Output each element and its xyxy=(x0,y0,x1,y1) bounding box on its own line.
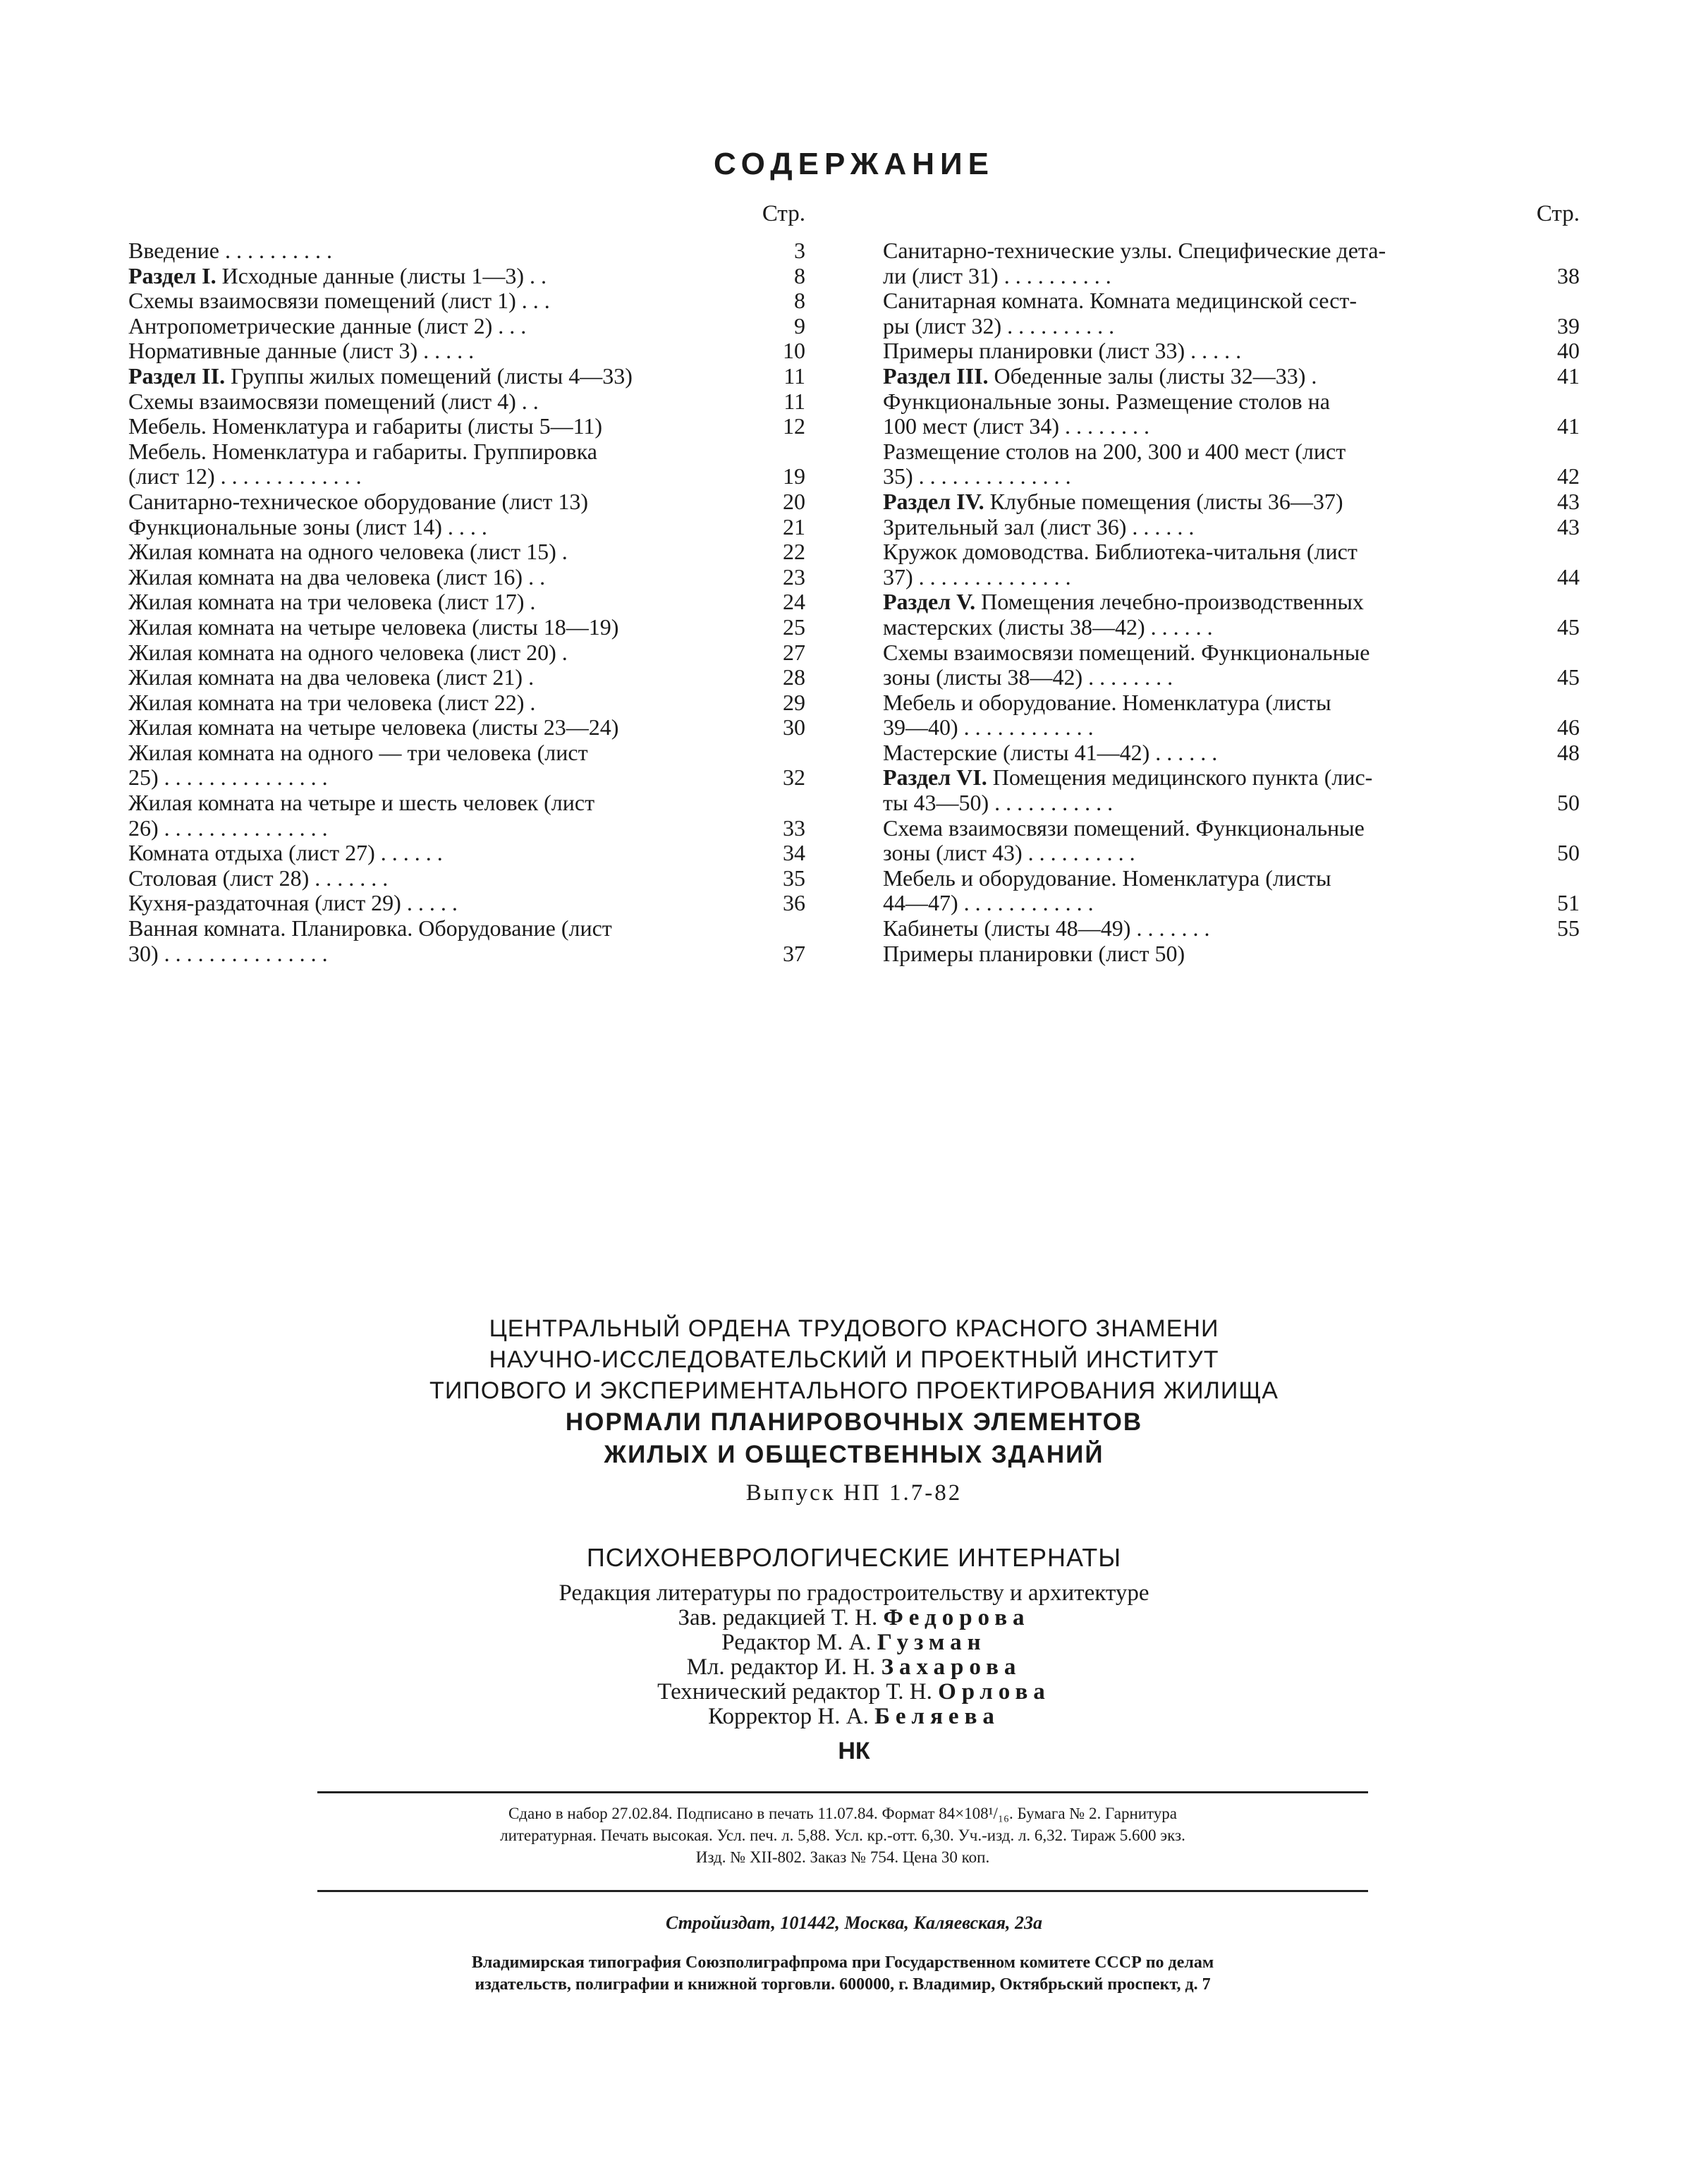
toc-entry xyxy=(883,489,1580,515)
staff-role: Корректор Н. А. xyxy=(708,1704,869,1729)
staff-line xyxy=(0,1630,1708,1655)
toc-entry-text xyxy=(883,539,1523,590)
toc-entry xyxy=(883,590,1580,640)
toc-entry-text xyxy=(128,640,749,666)
toc-entry-text xyxy=(128,339,749,364)
toc-page-number: 12 xyxy=(783,413,805,439)
toc-entry-text xyxy=(128,891,749,916)
toc-entry-text xyxy=(128,489,749,515)
toc-entry xyxy=(128,339,805,364)
toc-entry xyxy=(883,690,1580,740)
toc-entry-text xyxy=(883,816,1523,866)
toc-entry xyxy=(128,489,805,515)
staff-line xyxy=(0,1704,1708,1729)
toc-entry-title: Кухня-раздаточная (лист 29) . . . . . xyxy=(128,890,458,916)
toc-entry xyxy=(128,590,805,615)
toc-entry-title: Ванная комната. Планировка. Оборудование (лист 30) . . . . . . . . . . . . . . . xyxy=(128,915,612,966)
toc-entry xyxy=(883,364,1580,389)
toc-entry-title: Зрительный зал (лист 36) . . . . . . xyxy=(883,513,1195,539)
toc-page-number: 50 xyxy=(1557,840,1580,866)
toc-entry-title: Жилая комната на три человека (лист 22) . xyxy=(128,689,536,715)
toc-entry-text xyxy=(883,640,1523,690)
toc-entry xyxy=(128,414,805,439)
toc-page-number: 23 xyxy=(783,563,805,590)
toc-entry-text xyxy=(883,238,1523,288)
toc-entry-text xyxy=(883,590,1523,640)
toc-page-number: 21 xyxy=(783,513,805,539)
toc-entry-text xyxy=(883,765,1523,815)
toc-page-number: 46 xyxy=(1557,714,1580,740)
toc-entry-title: Санитарно-технические узлы. Специфические дета- ли (лист 31) . . . . . . . . . . xyxy=(883,238,1386,288)
toc-entry xyxy=(883,866,1580,916)
toc-entry-title: Клубные помещения (листы 36—37) xyxy=(984,488,1343,514)
toc-page-number: 43 xyxy=(1557,488,1580,514)
toc-page-number: 39 xyxy=(1557,312,1580,339)
toc-page-number: 24 xyxy=(783,589,805,615)
staff-name: Беляева xyxy=(874,1704,1000,1729)
toc-entry-text xyxy=(128,515,749,540)
toc-entry-title: Мебель. Номенклатура и габариты (листы 5—11) xyxy=(128,413,603,439)
toc-page-number: 10 xyxy=(783,338,805,364)
toc-entry-text xyxy=(128,389,749,415)
toc-page-number: 11 xyxy=(783,388,805,414)
section-label: Раздел IV. xyxy=(883,488,984,514)
toc-page-number: 45 xyxy=(1557,664,1580,690)
toc-entry-text xyxy=(883,288,1523,339)
toc-entry xyxy=(128,891,805,916)
divider-bottom xyxy=(317,1890,1368,1892)
toc-entry-title: Помещения лечебно-производственных мастерских (листы 38—42) . . . . . . xyxy=(883,589,1364,640)
toc-entry xyxy=(128,866,805,891)
staff-role: Редактор М. А. xyxy=(721,1630,872,1655)
toc-entry xyxy=(128,389,805,415)
page-column-header: Стр. xyxy=(762,201,805,226)
toc-entry xyxy=(128,364,805,389)
toc-entry xyxy=(128,439,805,489)
toc-entry xyxy=(128,916,805,966)
toc-entry-text xyxy=(128,615,749,640)
toc-entry xyxy=(128,515,805,540)
book-title: ПСИХОНЕВРОЛОГИЧЕСКИЕ ИНТЕРНАТЫ xyxy=(586,1543,1122,1572)
toc-entry-text xyxy=(128,665,749,690)
toc-page-number: 48 xyxy=(1557,739,1580,765)
toc-entry-text xyxy=(128,539,749,565)
toc-page-number: 38 xyxy=(1557,262,1580,288)
publisher-address: Стройиздат, 101442, Москва, Каляевская, 23а xyxy=(666,1913,1042,1933)
toc-entry xyxy=(128,791,805,841)
toc-entry-title: Мебель и оборудование. Номенклатура (листы 44—47) . . . . . . . . . . . . xyxy=(883,865,1331,916)
toc-entry xyxy=(883,238,1580,288)
toc-left-column xyxy=(128,203,805,966)
toc-entry-title: Кабинеты (листы 48—49) . . . . . . . xyxy=(883,915,1210,941)
series-title-line: НОРМАЛИ ПЛАНИРОВОЧНЫХ ЭЛЕМЕНТОВ xyxy=(565,1408,1143,1436)
printer-info xyxy=(317,1952,1368,1996)
toc-entry-title: Примеры планировки (лист 33) . . . . . xyxy=(883,338,1242,364)
toc-right-column xyxy=(883,203,1580,966)
toc-page-number: 3 xyxy=(794,238,805,263)
toc-entry-title: Группы жилых помещений (листы 4—33) xyxy=(225,362,633,389)
publication-details xyxy=(317,1803,1368,1868)
toc-entry-text xyxy=(128,791,749,841)
toc-entry-text xyxy=(883,916,1523,941)
toc-page-number: 41 xyxy=(1557,362,1580,389)
toc-entry-title: Кружок домоводства. Библиотека-читальня (лист 37) . . . . . . . . . . . . . . xyxy=(883,539,1358,590)
toc-entry-title: Жилая комната на одного человека (лист 15) . xyxy=(128,539,568,565)
toc-left-list xyxy=(128,238,805,966)
toc-entry-text xyxy=(128,288,749,314)
staff-name: Гузман xyxy=(877,1630,987,1655)
toc-page-number: 44 xyxy=(1557,563,1580,590)
toc-entry-title: Схемы взаимосвязи помещений (лист 4) . . xyxy=(128,388,539,414)
toc-page-number: 55 xyxy=(1557,915,1580,941)
toc-entry-text xyxy=(128,414,749,439)
toc-entry-title: Жилая комната на четыре человека (листы 23—24) xyxy=(128,714,619,740)
toc-page-number: 35 xyxy=(783,865,805,891)
staff-list xyxy=(0,1581,1708,1729)
toc-page-number: 19 xyxy=(783,463,805,489)
toc-entry xyxy=(128,640,805,666)
toc-entry-title: Мебель. Номенклатура и габариты. Группировка (лист 12) . . . . . . . . . . . . . xyxy=(128,438,597,489)
toc-page-number: 43 xyxy=(1557,513,1580,539)
toc-entry-title: Жилая комната на четыре и шесть человек (лист 26) . . . . . . . . . . . . . . . xyxy=(128,790,595,841)
toc-entry-text xyxy=(128,590,749,615)
toc-entry xyxy=(883,916,1580,941)
staff-name: Захарова xyxy=(881,1654,1022,1680)
toc-entry-title: Жилая комната на одного человека (лист 20) . xyxy=(128,639,568,665)
staff-name: Федорова xyxy=(883,1605,1030,1630)
toc-entry xyxy=(128,539,805,565)
toc-entry-title: Жилая комната на одного — три человека (лист 25) . . . . . . . . . . . . . . . xyxy=(128,739,588,791)
staff-role: Мл. редактор И. Н. xyxy=(686,1654,876,1680)
section-label: Раздел II. xyxy=(128,362,226,389)
staff-edition: Редакция литературы по градостроительству и архитектуре xyxy=(559,1580,1149,1606)
toc-entry-text xyxy=(883,439,1523,489)
toc-entry xyxy=(883,765,1580,815)
toc-page-number: 29 xyxy=(783,689,805,715)
toc-right-list xyxy=(883,238,1580,966)
toc-entry-text xyxy=(883,941,1523,967)
toc-entry xyxy=(883,339,1580,364)
org-name-line: НАУЧНО-ИССЛЕДОВАТЕЛЬСКИЙ И ПРОЕКТНЫЙ ИНСТИТУТ xyxy=(489,1346,1219,1373)
toc-entry-text xyxy=(128,314,749,339)
toc-entry xyxy=(883,389,1580,439)
toc-entry-title: Жилая комната на два человека (лист 21) . xyxy=(128,664,535,690)
section-label: Раздел VI. xyxy=(883,764,987,791)
toc-entry-text xyxy=(883,364,1523,389)
staff-name: Орлова xyxy=(938,1679,1051,1704)
toc-entry xyxy=(883,816,1580,866)
toc-entry-title: Санитарно-техническое оборудование (лист 13) xyxy=(128,488,589,514)
toc-entry xyxy=(128,314,805,339)
toc-entry xyxy=(128,238,805,264)
toc-entry-title: Жилая комната на четыре человека (листы 18—19) xyxy=(128,614,619,640)
org-name-line: ТИПОВОГО И ЭКСПЕРИМЕНТАЛЬНОГО ПРОЕКТИРОВАНИЯ ЖИЛИЩА xyxy=(429,1377,1279,1404)
toc-entry-title: Обеденные залы (листы 32—33) . xyxy=(988,362,1317,389)
toc-entry xyxy=(128,665,805,690)
toc-page-number: 9 xyxy=(794,312,805,339)
series-title-line: ЖИЛЫХ И ОБЩЕСТВЕННЫХ ЗДАНИЙ xyxy=(604,1441,1104,1468)
toc-entry-text xyxy=(883,740,1523,766)
toc-page-number: 8 xyxy=(794,262,805,288)
toc-entry xyxy=(128,615,805,640)
toc-entry xyxy=(883,539,1580,590)
toc-entry-text xyxy=(883,515,1523,540)
toc-page-number: 30 xyxy=(783,714,805,740)
toc-entry xyxy=(128,690,805,716)
toc-page-number: 37 xyxy=(783,940,805,966)
toc-entry xyxy=(883,515,1580,540)
toc-entry xyxy=(883,288,1580,339)
toc-page-number: 22 xyxy=(783,539,805,565)
toc-page-number: 50 xyxy=(1557,790,1580,816)
toc-entry-text xyxy=(128,439,749,489)
toc-entry xyxy=(128,288,805,314)
issue-number: Выпуск НП 1.7-82 xyxy=(745,1480,963,1506)
toc-entry-title: Санитарная комната. Комната медицинской сест- ры (лист 32) . . . . . . . . . . xyxy=(883,288,1358,339)
toc-page-number: 11 xyxy=(783,362,805,389)
divider-top xyxy=(317,1791,1368,1793)
staff-line xyxy=(0,1606,1708,1630)
toc-page-number: 51 xyxy=(1557,890,1580,916)
toc-entry xyxy=(128,565,805,590)
toc-entry xyxy=(128,740,805,791)
section-label: Раздел V. xyxy=(883,589,976,615)
toc-entry-text xyxy=(128,916,749,966)
toc-page-number: 33 xyxy=(783,815,805,841)
toc-page-number: 27 xyxy=(783,639,805,665)
toc-page-number: 28 xyxy=(783,664,805,690)
toc-entry-title: Схемы взаимосвязи помещений (лист 1) . . . xyxy=(128,288,550,314)
toc-entry-text xyxy=(128,740,749,791)
section-label: Раздел I. xyxy=(128,262,216,288)
toc-page-number: 42 xyxy=(1557,463,1580,489)
toc-title: СОДЕРЖАНИЕ xyxy=(713,147,995,181)
toc-entry xyxy=(883,640,1580,690)
toc-entry-title: Нормативные данные (лист 3) . . . . . xyxy=(128,338,475,364)
toc-entry-title: Жилая комната на два человека (лист 16) . . xyxy=(128,563,546,590)
toc-page-number: 40 xyxy=(1557,338,1580,364)
toc-entry-text xyxy=(128,690,749,716)
pub-info-line: Изд. № XII-802. Заказ № 754. Цена 30 коп. xyxy=(695,1848,990,1866)
printer-line: издательств, полиграфии и книжной торговли. 600000, г. Владимир, Октябрьский проспект, д. 7 xyxy=(475,1975,1211,1994)
toc-entry-title: Размещение столов на 200, 300 и 400 мест (лист 35) . . . . . . . . . . . . . . xyxy=(883,438,1346,489)
toc-entry-title: Примеры планировки (лист 50) xyxy=(883,940,1185,966)
toc-entry-text xyxy=(128,841,749,866)
toc-entry-title: Мастерские (листы 41—42) . . . . . . xyxy=(883,739,1218,765)
toc-page-number: 36 xyxy=(783,890,805,916)
toc-entry xyxy=(128,264,805,289)
toc-entry xyxy=(883,941,1580,967)
toc-entry-title: Введение . . . . . . . . . . xyxy=(128,238,332,263)
toc-entry-text xyxy=(883,389,1523,439)
toc-entry xyxy=(128,841,805,866)
toc-entry-title: Функциональные зоны (лист 14) . . . . xyxy=(128,513,487,539)
pub-info-line: литературная. Печать высокая. Усл. печ. л. 5,88. Усл. кр.-отт. 6,30. Уч.-изд. л. 6,32. Тираж 5.600 экз. xyxy=(500,1826,1185,1844)
toc-entry-text xyxy=(883,339,1523,364)
toc-entry-title: Помещения медицинского пункта (лис- ты 43—50) . . . . . . . . . . . xyxy=(883,764,1373,816)
toc-entry-text xyxy=(883,489,1523,515)
staff-role: Зав. редакцией Т. Н. xyxy=(678,1605,878,1630)
toc-page-number: 45 xyxy=(1557,614,1580,640)
toc-entry-title: Жилая комната на три человека (лист 17) . xyxy=(128,589,536,615)
page-column-header: Стр. xyxy=(1536,201,1580,226)
section-label: Раздел III. xyxy=(883,362,989,389)
toc-entry-text xyxy=(128,238,749,264)
toc-entry-title: Исходные данные (листы 1—3) . . xyxy=(216,262,547,288)
toc-entry xyxy=(883,740,1580,766)
imprint-block xyxy=(0,1313,1708,1765)
toc-entry-text xyxy=(128,264,749,289)
toc-entry xyxy=(883,439,1580,489)
toc-entry-text xyxy=(128,715,749,740)
toc-entry-title: Комната отдыха (лист 27) . . . . . . xyxy=(128,840,443,866)
toc-entry-text xyxy=(128,364,749,389)
toc-page-number: 8 xyxy=(794,288,805,314)
toc-entry-text xyxy=(883,866,1523,916)
staff-line xyxy=(0,1655,1708,1680)
pub-info-line: Сдано в набор 27.02.84. Подписано в печать 11.07.84. Формат 84×108¹/₁₆. Бумага № 2. Гарнитура xyxy=(508,1805,1178,1822)
publisher-mark: НК xyxy=(838,1738,870,1764)
toc-entry-title: Схемы взаимосвязи помещений. Функциональные зоны (листы 38—42) . . . . . . . . xyxy=(883,639,1370,690)
toc-entry-title: Антропометрические данные (лист 2) . . . xyxy=(128,312,527,339)
toc-page-number: 34 xyxy=(783,840,805,866)
toc-entry-text xyxy=(883,690,1523,740)
staff-role: Технический редактор Т. Н. xyxy=(657,1679,932,1704)
org-name-line: ЦЕНТРАЛЬНЫЙ ОРДЕНА ТРУДОВОГО КРАСНОГО ЗНАМЕНИ xyxy=(489,1315,1219,1342)
toc-page-number: 32 xyxy=(783,764,805,791)
toc-entry-title: Столовая (лист 28) . . . . . . . xyxy=(128,865,389,891)
toc-entry-text xyxy=(128,565,749,590)
staff-line xyxy=(0,1680,1708,1704)
toc-entry-text xyxy=(128,866,749,891)
toc-entry xyxy=(128,715,805,740)
toc-entry-title: Схема взаимосвязи помещений. Функциональные зоны (лист 43) . . . . . . . . . . xyxy=(883,815,1365,866)
toc-page-number: 20 xyxy=(783,488,805,514)
toc-entry-title: Функциональные зоны. Размещение столов на 100 мест (лист 34) . . . . . . . . xyxy=(883,388,1330,439)
toc-entry-title: Мебель и оборудование. Номенклатура (листы 39—40) . . . . . . . . . . . . xyxy=(883,689,1331,740)
toc-page-number: 25 xyxy=(783,614,805,640)
printer-line: Владимирская типография Союзполиграфпрома при Государственном комитете СССР по делам xyxy=(471,1953,1214,1972)
toc-page-number: 41 xyxy=(1557,413,1580,439)
